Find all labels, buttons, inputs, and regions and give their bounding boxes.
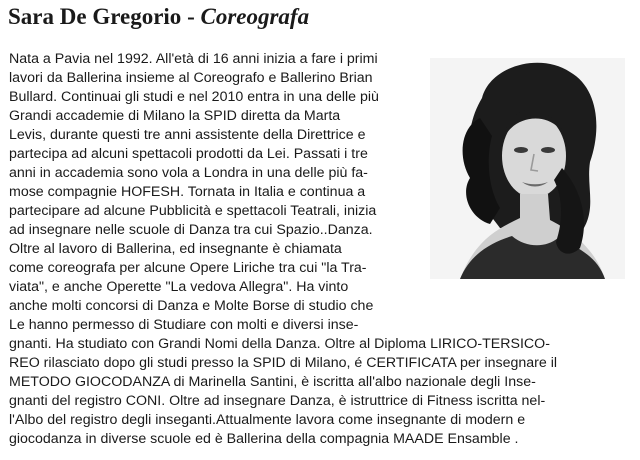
bio-line: come coreografa per alcune Opere Liriche tra cui "la Tra- — [9, 260, 367, 276]
bio-line: gnanti. Ha studiato con Grandi Nomi della Danza. Oltre al Diploma LIRICO-TERSICO- — [9, 336, 550, 352]
page-title — [8, 3, 309, 31]
bio-line: ad insegnare nelle scuole di Danza tra cui Spazio..Danza. — [9, 222, 373, 238]
portrait-photo — [430, 58, 625, 279]
bio-line: Levis, durante questi tre anni assistente della Direttrice e — [9, 127, 366, 143]
bio-line: anche molti concorsi di Danza e Molte Borse di studio che — [9, 298, 374, 314]
bio-line: Grandi accademie di Milano la SPID diretta da Marta — [9, 108, 341, 124]
bio-line: partecipare ad alcune Pubblicità e spettacoli Teatrali, inizia — [9, 203, 377, 219]
person-role: Coreografa — [200, 4, 310, 29]
bio-line: Nata a Pavia nel 1992. All'età di 16 anni inizia a fare i primi — [9, 51, 378, 67]
bio-line: Oltre al lavoro di Ballerina, ed insegnante è chiamata — [9, 241, 342, 257]
bio-line: gnanti del registro CONI. Oltre ad insegnare Danza, è istruttrice di Fitness iscritta nel- — [9, 393, 546, 409]
bio-line: Bullard. Continuai gli studi e nel 2010 entra in una delle più — [9, 89, 379, 105]
title-separator: - — [181, 4, 201, 29]
bio-line: viata", e anche Operette "La vedova Allegra". Ha vinto — [9, 279, 349, 295]
bio-line: REO rilasciato dopo gli studi presso la SPID di Milano, é CERTIFICATA per insegnare il — [9, 355, 558, 371]
bio-line: partecipa ad alcuni spettacoli prodotti da Lei. Passati i tre — [9, 146, 368, 162]
bio-line: METODO GIOCODANZA di Marinella Santini, è iscritta all'albo nazionale degli Inse- — [9, 374, 536, 390]
bio-line: Le hanno permesso di Studiare con molti e diversi inse- — [9, 317, 359, 333]
person-name: Sara De Gregorio — [8, 4, 182, 29]
bio-line: anni in accademia sono vola a Londra in una delle più fa- — [9, 165, 368, 181]
bio-line: l'Albo del registro degli inseganti.Attualmente lavora come insegnante di modern e — [9, 412, 526, 428]
bio-line: mose compagnie HOFESH. Tornata in Italia e continua a — [9, 184, 366, 200]
bio-line: lavori da Ballerina insieme al Coreografo e Ballerino Brian — [9, 70, 373, 86]
bio-line: giocodanza in diverse scuole ed è Ballerina della compagnia MAADE Ensamble . — [9, 431, 519, 447]
